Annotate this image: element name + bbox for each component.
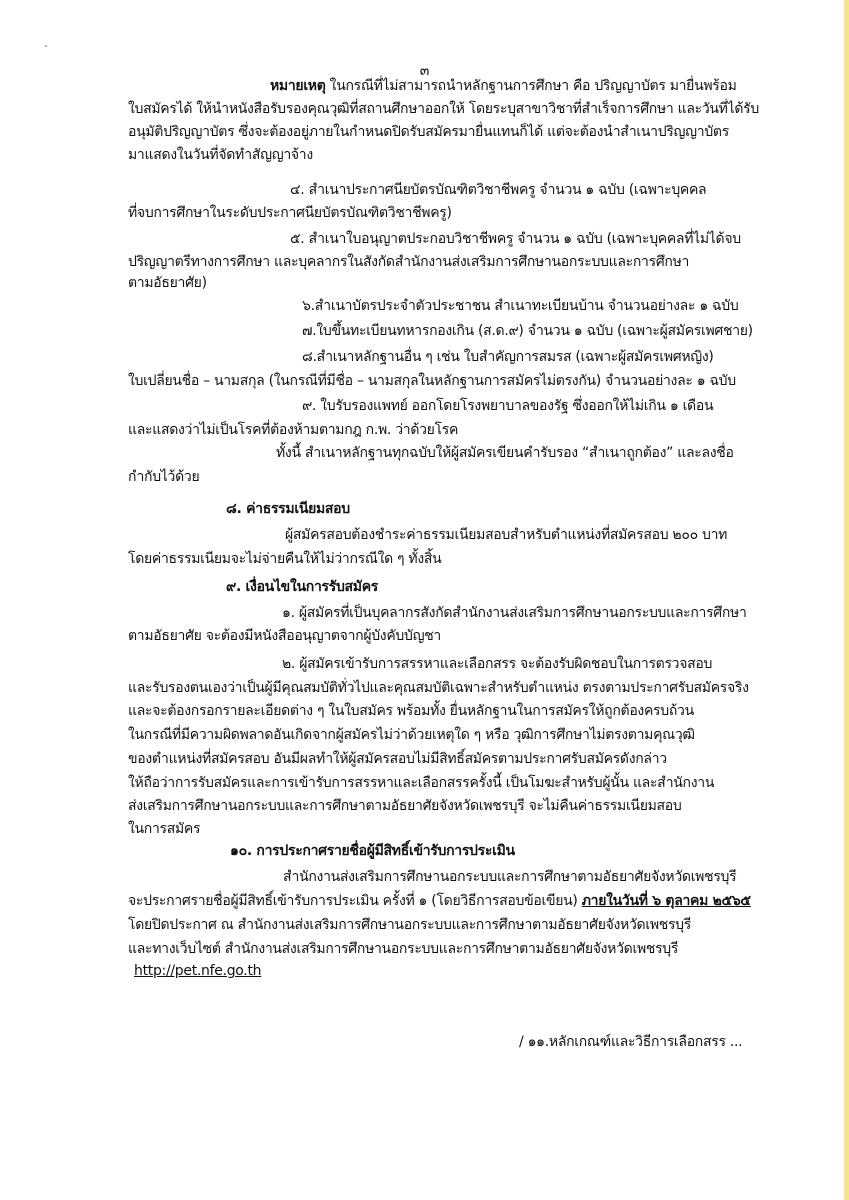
note-line-2: ใบสมัครได้ ให้นำหนังสือรับรองคุณวุฒิที่สถานศึกษาออกให้ โดยระบุสาขาวิชาที่สำเร็จการศึกษา และวันที่ได้รับ [128, 101, 759, 117]
doc-item-8-cont: ใบเปลี่ยนชื่อ – นามสกุล (ในกรณีที่มีชื่อ – นามสกุลในหลักฐานการสมัครไม่ตรงกัน) จำนวนอย่างละ ๑ ฉบับ [128, 373, 736, 389]
doc-item-4-cont: ที่จบการศึกษาในระดับประกาศนียบัตรบัณฑิตวิชาชีพครู) [128, 205, 452, 221]
section-10-line-1: สำนักงานส่งเสริมการศึกษานอกระบบและการศึกษาตามอัธยาศัยจังหวัดเพชรบุรี [283, 869, 737, 885]
condition-2-line-2: และรับรองตนเองว่าเป็นผู้มีคุณสมบัติทั่วไปและคุณสมบัติเฉพาะสำหรับตำแหน่ง ตรงตามประกาศรับสมัครจริง [128, 680, 749, 696]
doc-item-9-cont: และแสดงว่าไม่เป็นโรคที่ต้องห้ามตามกฎ ก.พ. ว่าด้วยโรค [128, 422, 459, 438]
announce-text: จะประกาศรายชื่อผู้มีสิทธิ์เข้ารับการประเมิน ครั้งที่ ๑ (โดยวิธีการสอบข้อเขียน) [128, 893, 582, 909]
website-link[interactable]: http://pet.nfe.go.th [134, 963, 262, 979]
section-8-heading: ๘. ค่าธรรมเนียมสอบ [226, 501, 350, 517]
scan-edge [844, 0, 849, 1200]
note-label: หมายเหตุ [270, 78, 326, 94]
condition-1-cont: ตามอัธยาศัย จะต้องมีหนังสืออนุญาตจากผู้บังคับบัญชา [128, 628, 441, 644]
condition-2-line-6: ให้ถือว่าการรับสมัครและการเข้ารับการสรรหาและเลือกสรรครั้งนี้ เป็นโมฆะสำหรับผู้นั้น และสำนักงาน [128, 775, 715, 791]
doc-item-5-cont: ปริญญาตรีทางการศึกษา และบุคลากรในสังกัดสำนักงานส่งเสริมการศึกษานอกระบบและการศึกษา [128, 254, 690, 270]
condition-2-line-5: ของตำแหน่งที่สมัครสอบ อันมีผลทำให้ผู้สมัครสอบไม่มีสิทธิ์สมัครตามประกาศรับสมัครดังกล่าว [128, 751, 667, 767]
doc-item-9: ๙. ใบรับรองแพทย์ ออกโดยโรงพยาบาลของรัฐ ซึ่งออกให้ไม่เกิน ๑ เดือน [302, 398, 714, 414]
condition-2-line-4: ในกรณีที่มีความผิดพลาดอันเกิดจากผู้สมัครไม่ว่าด้วยเหตุใด ๆ หรือ วุฒิการศึกษาไม่ตรงตามคุณวุฒิ [128, 727, 695, 743]
section-10-line-2 [128, 892, 751, 910]
condition-2-line-7: ส่งเสริมการศึกษานอกระบบและการศึกษาตามอัธยาศัยจังหวัดเพชรบุรี จะไม่คืนค่าธรรมเนียมสอบ [128, 798, 682, 814]
doc-item-5: ๕. สำเนาใบอนุญาตประกอบวิชาชีพครู จำนวน ๑ ฉบับ (เฉพาะบุคคลที่ไม่ได้จบ [290, 231, 741, 247]
condition-1: ๑. ผู้สมัครที่เป็นบุคลากรสังกัดสำนักงานส่งเสริมการศึกษานอกระบบและการศึกษา [282, 605, 747, 621]
note-line-1 [270, 77, 737, 95]
doc-item-8: ๘.สำเนาหลักฐานอื่น ๆ เช่น ใบสำคัญการสมรส (เฉพาะผู้สมัครเพศหญิง) [302, 349, 714, 365]
note-line-4: มาแสดงในวันที่จัดทำสัญญาจ้าง [128, 147, 313, 163]
section-8-line-1: ผู้สมัครสอบต้องชำระค่าธรรมเนียมสอบสำหรับตำแหน่งที่สมัครสอบ ๒๐๐ บาท [285, 527, 728, 543]
section-8-line-2: โดยค่าธรรมเนียมจะไม่จ่ายคืนให้ไม่ว่ากรณีใด ๆ ทั้งสิ้น [128, 551, 442, 567]
condition-2: ๒. ผู้สมัครเข้ารับการสรรหาและเลือกสรร จะต้องรับผิดชอบในการตรวจสอบ [282, 656, 713, 672]
doc-item-5-cont2: ตามอัธยาศัย) [128, 275, 207, 291]
section-9-heading: ๙. เงื่อนไขในการรับสมัคร [226, 579, 378, 595]
announce-date: ภายในวันที่ ๖ ตุลาคม ๒๕๖๕ [581, 893, 751, 909]
scan-speck [45, 45, 47, 47]
certify-line-2: กำกับไว้ด้วย [128, 469, 200, 485]
doc-item-7: ๗.ใบขึ้นทะเบียนทหารกองเกิน (ส.ด.๙) จำนวน ๑ ฉบับ (เฉพาะผู้สมัครเพศชาย) [302, 323, 753, 339]
page-number: ๓ [419, 63, 430, 79]
section-10-line-4: และทางเว็บไซต์ สำนักงานส่งเสริมการศึกษานอกระบบและการศึกษาตามอัธยาศัยจังหวัดเพชรบุรี [128, 941, 679, 957]
note-text: ในกรณีที่ไม่สามารถนำหลักฐานการศึกษา คือ ปริญญาบัตร มายื่นพร้อม [325, 78, 737, 94]
note-line-3: อนุมัติปริญญาบัตร ซึ่งจะต้องอยู่ภายในกำหนดปิดรับสมัครมายื่นแทนก็ได้ แต่จะต้องนำสำเนาปริญญาบัตร [128, 124, 729, 140]
certify-line-1: ทั้งนี้ สำเนาหลักฐานทุกฉบับให้ผู้สมัครเขียนคำรับรอง “สำเนาถูกต้อง” และลงชื่อ [276, 445, 734, 461]
condition-2-line-8: ในการสมัคร [128, 821, 201, 837]
section-10-heading: ๑๐. การประกาศรายชื่อผู้มีสิทธิ์เข้ารับการประเมิน [230, 843, 515, 859]
condition-2-line-3: และจะต้องกรอกรายละเอียดต่าง ๆ ในใบสมัคร พร้อมทั้ง ยื่นหลักฐานในการสมัครให้ถูกต้องครบถ้วน [128, 703, 694, 719]
continue-footer: / ๑๑.หลักเกณฑ์และวิธีการเลือกสรร ... [519, 1034, 743, 1050]
doc-item-6: ๖.สำเนาบัตรประจำตัวประชาชน สำเนาทะเบียนบ้าน จำนวนอย่างละ ๑ ฉบับ [302, 298, 739, 314]
section-10-line-3: โดยปิดประกาศ ณ สำนักงานส่งเสริมการศึกษานอกระบบและการศึกษาตามอัธยาศัยจังหวัดเพชรบุรี [128, 917, 691, 933]
doc-item-4: ๔. สำเนาประกาศนียบัตรบัณฑิตวิชาชีพครู จำนวน ๑ ฉบับ (เฉพาะบุคคล [290, 182, 707, 198]
